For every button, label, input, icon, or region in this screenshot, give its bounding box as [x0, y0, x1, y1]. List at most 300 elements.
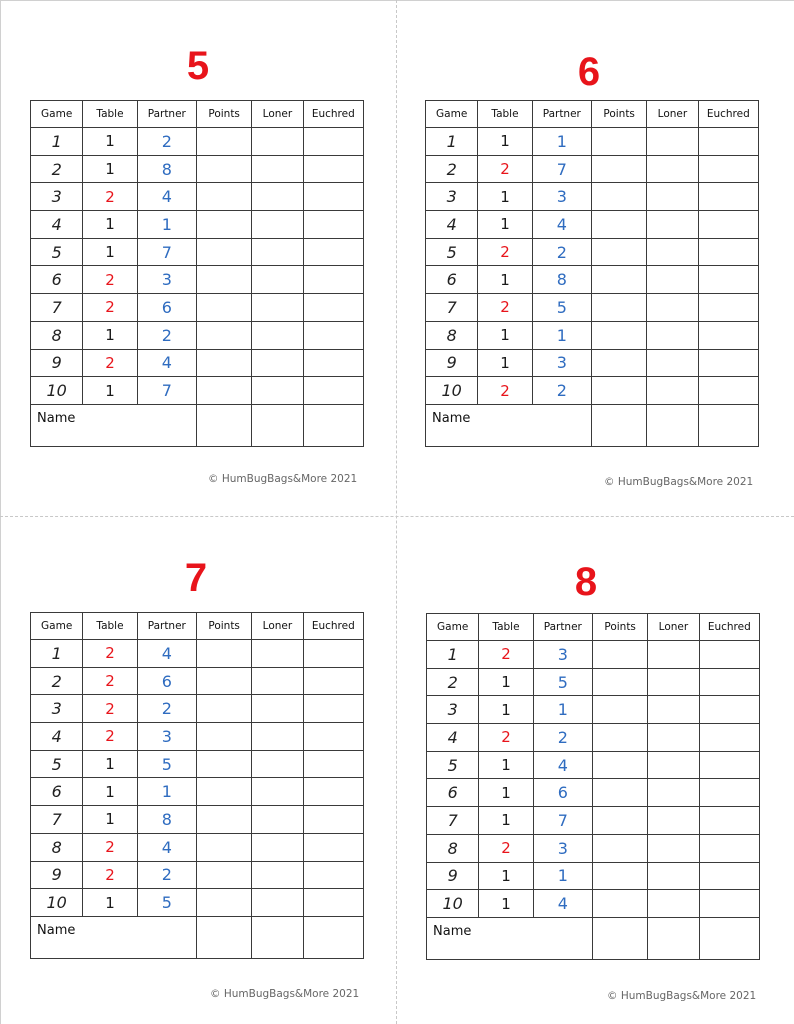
page-border-left [0, 0, 1, 1024]
column-header-euchred: Euchred [698, 101, 758, 128]
partner-number-cell: 2 [533, 724, 592, 752]
column-header-points: Points [591, 101, 646, 128]
table-row [427, 779, 760, 807]
game-number-cell: 9 [427, 862, 479, 890]
table-number-cell: 1 [83, 128, 137, 156]
table-row [426, 294, 759, 322]
loner-entry-cell[interactable] [648, 890, 699, 918]
loner-entry-cell[interactable] [252, 266, 303, 294]
name-label: Name [432, 410, 471, 426]
points-entry-cell[interactable] [196, 377, 251, 405]
euchred-entry-cell[interactable] [698, 211, 758, 239]
name-field[interactable] [31, 404, 197, 446]
loner-entry-cell[interactable] [647, 238, 698, 266]
table-row [31, 889, 364, 917]
table-number-cell: 2 [478, 155, 532, 183]
points-entry-cell[interactable] [196, 750, 251, 778]
loner-entry-cell[interactable] [647, 349, 698, 377]
column-header-euchred: Euchred [303, 101, 363, 128]
table-number-cell: 1 [83, 889, 137, 917]
game-number-cell: 5 [426, 238, 478, 266]
game-number-cell: 8 [426, 321, 478, 349]
points-total-cell[interactable] [196, 404, 251, 446]
card-5-copyright: © HumBugBags&More 2021 [208, 473, 358, 485]
loner-entry-cell[interactable] [252, 778, 303, 806]
loner-entry-cell[interactable] [648, 751, 699, 779]
euchred-entry-cell[interactable] [303, 723, 363, 751]
game-number-cell: 10 [31, 377, 83, 405]
points-entry-cell[interactable] [591, 349, 646, 377]
game-number-cell: 10 [426, 377, 478, 405]
table-number-cell: 1 [83, 155, 137, 183]
loner-entry-cell[interactable] [252, 294, 303, 322]
partner-number-cell: 3 [137, 266, 196, 294]
partner-number-cell: 4 [137, 349, 196, 377]
name-label: Name [433, 923, 472, 939]
name-field[interactable] [426, 404, 592, 446]
table-number-cell: 2 [83, 183, 137, 211]
column-header-euchred: Euchred [699, 614, 759, 641]
loner-entry-cell[interactable] [252, 833, 303, 861]
game-number-cell: 9 [31, 861, 83, 889]
name-row [426, 404, 759, 446]
points-entry-cell[interactable] [592, 751, 647, 779]
points-entry-cell[interactable] [592, 890, 647, 918]
game-number-cell: 10 [427, 890, 479, 918]
euchred-entry-cell[interactable] [303, 349, 363, 377]
column-header-partner: Partner [137, 101, 196, 128]
game-number-cell: 5 [427, 751, 479, 779]
table-row [427, 668, 760, 696]
table-row [31, 861, 364, 889]
partner-number-cell: 5 [137, 750, 196, 778]
points-entry-cell[interactable] [591, 211, 646, 239]
column-header-loner: Loner [252, 613, 303, 640]
game-number-cell: 4 [31, 723, 83, 751]
partner-number-cell: 4 [137, 833, 196, 861]
partner-number-cell: 1 [532, 321, 591, 349]
loner-entry-cell[interactable] [647, 377, 698, 405]
game-number-cell: 2 [31, 155, 83, 183]
loner-entry-cell[interactable] [252, 128, 303, 156]
points-entry-cell[interactable] [196, 321, 251, 349]
euchred-entry-cell[interactable] [303, 861, 363, 889]
table-row [426, 128, 759, 156]
euchred-entry-cell[interactable] [698, 294, 758, 322]
game-number-cell: 1 [31, 640, 83, 668]
points-entry-cell[interactable] [196, 667, 251, 695]
euchred-entry-cell[interactable] [699, 641, 759, 669]
table-number-cell: 1 [478, 321, 532, 349]
table-number-cell: 1 [479, 862, 533, 890]
euchred-entry-cell[interactable] [698, 238, 758, 266]
table-number-cell: 1 [479, 668, 533, 696]
game-number-cell: 2 [426, 155, 478, 183]
loner-entry-cell[interactable] [648, 862, 699, 890]
table-number-cell: 1 [83, 806, 137, 834]
loner-entry-cell[interactable] [252, 640, 303, 668]
euchred-entry-cell[interactable] [698, 266, 758, 294]
partner-number-cell: 2 [532, 377, 591, 405]
euchred-entry-cell[interactable] [698, 377, 758, 405]
column-header-game: Game [31, 613, 83, 640]
points-entry-cell[interactable] [592, 668, 647, 696]
partner-number-cell: 2 [137, 321, 196, 349]
card-5-score-table [30, 100, 364, 447]
table-row [31, 667, 364, 695]
loner-entry-cell[interactable] [647, 128, 698, 156]
table-row [31, 723, 364, 751]
table-number-cell: 1 [479, 696, 533, 724]
points-entry-cell[interactable] [592, 779, 647, 807]
partner-number-cell: 2 [532, 238, 591, 266]
points-entry-cell[interactable] [591, 321, 646, 349]
game-number-cell: 7 [427, 807, 479, 835]
table-row [31, 321, 364, 349]
loner-entry-cell[interactable] [648, 834, 699, 862]
column-header-game: Game [426, 101, 478, 128]
table-row [31, 750, 364, 778]
loner-entry-cell[interactable] [647, 183, 698, 211]
partner-number-cell: 6 [137, 294, 196, 322]
euchred-entry-cell[interactable] [699, 696, 759, 724]
table-number-cell: 1 [479, 751, 533, 779]
loner-entry-cell[interactable] [647, 294, 698, 322]
points-entry-cell[interactable] [592, 807, 647, 835]
table-row [31, 238, 364, 266]
name-row [31, 916, 364, 958]
table-header-row [427, 614, 760, 641]
points-entry-cell[interactable] [196, 861, 251, 889]
euchred-total-cell[interactable] [699, 917, 759, 959]
euchred-entry-cell[interactable] [303, 889, 363, 917]
points-entry-cell[interactable] [591, 155, 646, 183]
table-number-cell: 1 [83, 750, 137, 778]
column-header-partner: Partner [533, 614, 592, 641]
loner-entry-cell[interactable] [647, 155, 698, 183]
points-entry-cell[interactable] [196, 695, 251, 723]
loner-total-cell[interactable] [648, 917, 699, 959]
table-header-row [31, 101, 364, 128]
table-row [31, 833, 364, 861]
table-number-cell: 2 [478, 238, 532, 266]
points-entry-cell[interactable] [196, 640, 251, 668]
euchred-entry-cell[interactable] [303, 211, 363, 239]
loner-entry-cell[interactable] [252, 238, 303, 266]
partner-number-cell: 1 [137, 211, 196, 239]
table-row [31, 377, 364, 405]
points-entry-cell[interactable] [592, 724, 647, 752]
table-row [426, 211, 759, 239]
loner-entry-cell[interactable] [252, 211, 303, 239]
loner-total-cell[interactable] [647, 404, 698, 446]
points-entry-cell[interactable] [591, 238, 646, 266]
euchred-total-cell[interactable] [303, 404, 363, 446]
partner-number-cell: 6 [533, 779, 592, 807]
points-entry-cell[interactable] [592, 696, 647, 724]
points-entry-cell[interactable] [196, 889, 251, 917]
partner-number-cell: 7 [533, 807, 592, 835]
column-header-points: Points [196, 101, 251, 128]
euchred-entry-cell[interactable] [303, 833, 363, 861]
name-row [31, 404, 364, 446]
euchred-entry-cell[interactable] [303, 321, 363, 349]
points-entry-cell[interactable] [196, 211, 251, 239]
euchred-entry-cell[interactable] [699, 724, 759, 752]
game-number-cell: 9 [426, 349, 478, 377]
game-number-cell: 7 [31, 806, 83, 834]
partner-number-cell: 5 [532, 294, 591, 322]
game-number-cell: 3 [31, 183, 83, 211]
column-header-partner: Partner [532, 101, 591, 128]
euchred-entry-cell[interactable] [699, 779, 759, 807]
table-number-cell: 2 [83, 349, 137, 377]
loner-entry-cell[interactable] [647, 266, 698, 294]
points-entry-cell[interactable] [591, 377, 646, 405]
points-total-cell[interactable] [196, 916, 251, 958]
game-number-cell: 8 [31, 833, 83, 861]
table-row [31, 266, 364, 294]
euchred-entry-cell[interactable] [699, 668, 759, 696]
table-row [426, 349, 759, 377]
table-number-cell: 2 [478, 294, 532, 322]
euchred-entry-cell[interactable] [303, 294, 363, 322]
points-entry-cell[interactable] [196, 349, 251, 377]
game-number-cell: 2 [31, 667, 83, 695]
euchred-entry-cell[interactable] [303, 640, 363, 668]
card-6-number: 6 [577, 50, 601, 94]
loner-entry-cell[interactable] [252, 695, 303, 723]
euchred-entry-cell[interactable] [303, 266, 363, 294]
points-entry-cell[interactable] [196, 723, 251, 751]
loner-entry-cell[interactable] [252, 861, 303, 889]
table-row [31, 155, 364, 183]
points-entry-cell[interactable] [196, 778, 251, 806]
points-entry-cell[interactable] [196, 833, 251, 861]
loner-entry-cell[interactable] [252, 155, 303, 183]
euchred-total-cell[interactable] [303, 916, 363, 958]
loner-entry-cell[interactable] [252, 349, 303, 377]
game-number-cell: 6 [426, 266, 478, 294]
euchred-entry-cell[interactable] [698, 155, 758, 183]
partner-number-cell: 6 [137, 667, 196, 695]
euchred-entry-cell[interactable] [303, 695, 363, 723]
table-row [426, 155, 759, 183]
loner-entry-cell[interactable] [647, 321, 698, 349]
table-number-cell: 2 [83, 667, 137, 695]
column-header-table: Table [83, 101, 137, 128]
table-number-cell: 1 [83, 778, 137, 806]
points-entry-cell[interactable] [591, 183, 646, 211]
euchred-entry-cell[interactable] [303, 778, 363, 806]
table-row [426, 321, 759, 349]
loner-total-cell[interactable] [252, 404, 303, 446]
table-number-cell: 2 [83, 294, 137, 322]
euchred-total-cell[interactable] [698, 404, 758, 446]
loner-entry-cell[interactable] [648, 807, 699, 835]
table-number-cell: 2 [83, 695, 137, 723]
table-row [31, 211, 364, 239]
points-total-cell[interactable] [592, 917, 647, 959]
euchred-entry-cell[interactable] [698, 321, 758, 349]
points-entry-cell[interactable] [196, 806, 251, 834]
vertical-cut-line [396, 0, 397, 1024]
euchred-entry-cell[interactable] [699, 834, 759, 862]
points-entry-cell[interactable] [196, 238, 251, 266]
euchred-entry-cell[interactable] [303, 128, 363, 156]
game-number-cell: 1 [426, 128, 478, 156]
table-row [31, 695, 364, 723]
loner-entry-cell[interactable] [252, 321, 303, 349]
column-header-points: Points [592, 614, 647, 641]
card-7-number: 7 [184, 556, 208, 600]
partner-number-cell: 8 [532, 266, 591, 294]
euchred-entry-cell[interactable] [303, 750, 363, 778]
loner-entry-cell[interactable] [648, 696, 699, 724]
partner-number-cell: 3 [533, 834, 592, 862]
name-label: Name [37, 922, 76, 938]
table-row [426, 377, 759, 405]
euchred-entry-cell[interactable] [303, 806, 363, 834]
partner-number-cell: 8 [137, 806, 196, 834]
euchred-entry-cell[interactable] [698, 349, 758, 377]
points-entry-cell[interactable] [591, 266, 646, 294]
name-field[interactable] [427, 917, 593, 959]
column-header-euchred: Euchred [303, 613, 363, 640]
table-row [427, 807, 760, 835]
game-number-cell: 8 [31, 321, 83, 349]
points-entry-cell[interactable] [592, 834, 647, 862]
table-row [427, 724, 760, 752]
game-number-cell: 8 [427, 834, 479, 862]
table-number-cell: 1 [478, 128, 532, 156]
points-entry-cell[interactable] [196, 294, 251, 322]
loner-entry-cell[interactable] [648, 668, 699, 696]
loner-entry-cell[interactable] [252, 723, 303, 751]
column-header-loner: Loner [647, 101, 698, 128]
table-row [426, 266, 759, 294]
table-header-row [31, 613, 364, 640]
card-8-number: 8 [574, 560, 598, 604]
euchred-entry-cell[interactable] [699, 890, 759, 918]
column-header-game: Game [427, 614, 479, 641]
euchred-entry-cell[interactable] [698, 128, 758, 156]
loner-entry-cell[interactable] [648, 641, 699, 669]
loner-entry-cell[interactable] [647, 211, 698, 239]
loner-entry-cell[interactable] [648, 724, 699, 752]
name-field[interactable] [31, 916, 197, 958]
table-number-cell: 1 [478, 349, 532, 377]
game-number-cell: 5 [31, 238, 83, 266]
table-row [426, 238, 759, 266]
table-row [427, 834, 760, 862]
horizontal-cut-line [0, 516, 794, 517]
euchred-entry-cell[interactable] [303, 667, 363, 695]
loner-entry-cell[interactable] [252, 806, 303, 834]
points-entry-cell[interactable] [591, 294, 646, 322]
game-number-cell: 4 [426, 211, 478, 239]
partner-number-cell: 2 [137, 128, 196, 156]
loner-total-cell[interactable] [252, 916, 303, 958]
table-number-cell: 2 [83, 640, 137, 668]
loner-entry-cell[interactable] [252, 183, 303, 211]
partner-number-cell: 3 [532, 349, 591, 377]
partner-number-cell: 4 [137, 183, 196, 211]
column-header-points: Points [196, 613, 251, 640]
points-entry-cell[interactable] [591, 128, 646, 156]
euchred-entry-cell[interactable] [303, 155, 363, 183]
points-entry-cell[interactable] [592, 641, 647, 669]
loner-entry-cell[interactable] [252, 377, 303, 405]
points-entry-cell[interactable] [196, 266, 251, 294]
game-number-cell: 9 [31, 349, 83, 377]
partner-number-cell: 7 [137, 377, 196, 405]
loner-entry-cell[interactable] [252, 667, 303, 695]
card-7-score-table [30, 612, 364, 959]
game-number-cell: 7 [31, 294, 83, 322]
points-entry-cell[interactable] [196, 155, 251, 183]
loner-entry-cell[interactable] [648, 779, 699, 807]
table-row [31, 183, 364, 211]
table-row [427, 696, 760, 724]
table-row [31, 640, 364, 668]
table-number-cell: 2 [83, 266, 137, 294]
points-entry-cell[interactable] [196, 128, 251, 156]
table-row [427, 890, 760, 918]
euchred-entry-cell[interactable] [303, 183, 363, 211]
table-number-cell: 2 [83, 723, 137, 751]
game-number-cell: 3 [426, 183, 478, 211]
table-number-cell: 1 [478, 266, 532, 294]
game-number-cell: 6 [31, 266, 83, 294]
partner-number-cell: 7 [137, 238, 196, 266]
partner-number-cell: 7 [532, 155, 591, 183]
table-number-cell: 1 [83, 211, 137, 239]
table-number-cell: 2 [83, 861, 137, 889]
points-entry-cell[interactable] [196, 183, 251, 211]
euchred-entry-cell[interactable] [698, 183, 758, 211]
partner-number-cell: 1 [533, 696, 592, 724]
game-number-cell: 2 [427, 668, 479, 696]
points-entry-cell[interactable] [592, 862, 647, 890]
euchred-entry-cell[interactable] [699, 862, 759, 890]
partner-number-cell: 4 [532, 211, 591, 239]
table-number-cell: 1 [83, 321, 137, 349]
page-border-top [0, 0, 794, 1]
partner-number-cell: 5 [137, 889, 196, 917]
loner-entry-cell[interactable] [252, 889, 303, 917]
table-row [31, 128, 364, 156]
game-number-cell: 6 [31, 778, 83, 806]
card-5-number: 5 [186, 44, 210, 88]
loner-entry-cell[interactable] [252, 750, 303, 778]
table-number-cell: 2 [479, 641, 533, 669]
column-header-loner: Loner [252, 101, 303, 128]
game-number-cell: 1 [31, 128, 83, 156]
table-number-cell: 1 [83, 238, 137, 266]
partner-number-cell: 3 [137, 723, 196, 751]
table-row [31, 294, 364, 322]
euchred-entry-cell[interactable] [699, 751, 759, 779]
euchred-entry-cell[interactable] [303, 238, 363, 266]
euchred-entry-cell[interactable] [303, 377, 363, 405]
partner-number-cell: 2 [137, 695, 196, 723]
euchred-entry-cell[interactable] [699, 807, 759, 835]
partner-number-cell: 3 [533, 641, 592, 669]
partner-number-cell: 4 [137, 640, 196, 668]
points-total-cell[interactable] [591, 404, 646, 446]
table-row [31, 349, 364, 377]
